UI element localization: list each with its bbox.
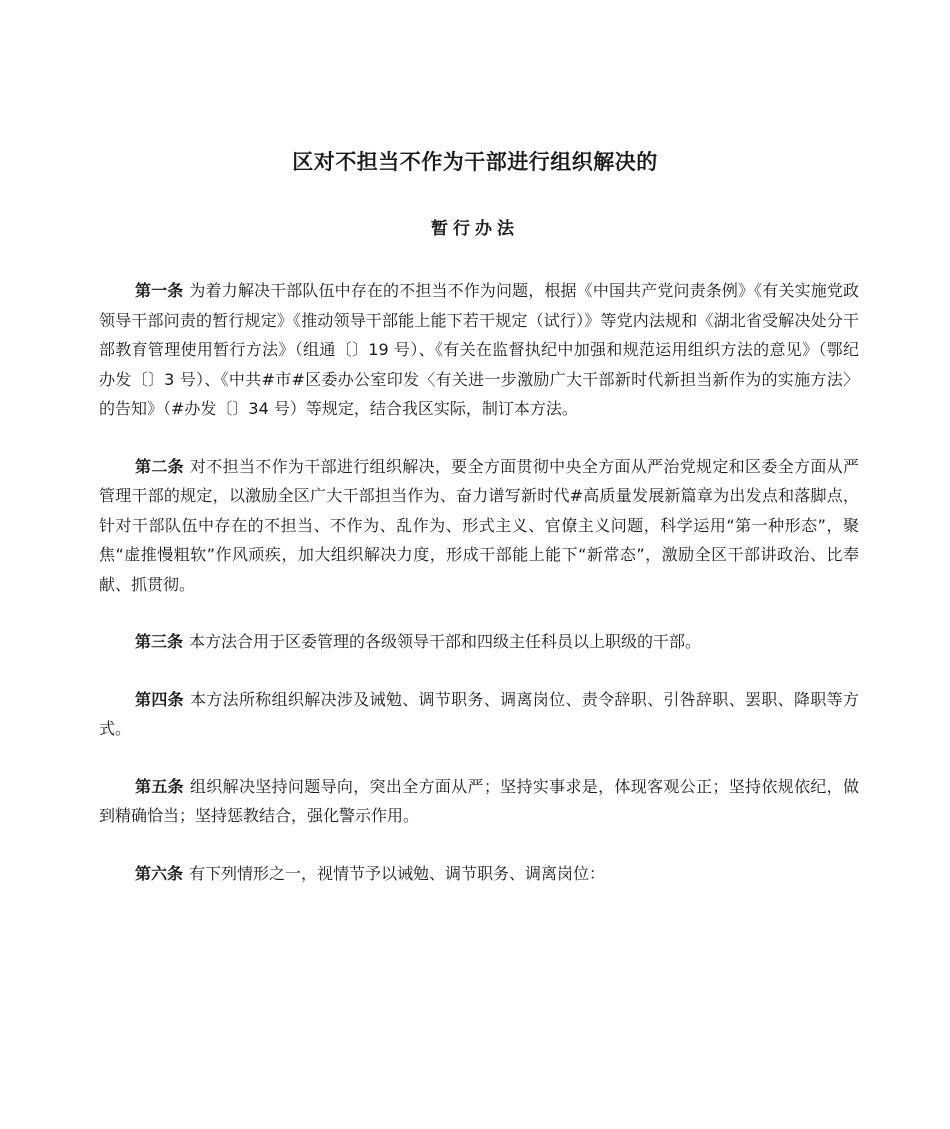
article-3: [99, 627, 859, 657]
article-6-text: 有下列情形之一，视情节予以诫勉、调节职务、调离岗位：: [189, 863, 606, 883]
article-4: [99, 685, 859, 744]
article-6-heading: 第六条: [135, 863, 184, 883]
document-subtitle: 暂行办法: [431, 219, 519, 239]
article-1-text: 为着力解决干部队伍中存在的不担当不作为问题，根据《中国共产党问责条例》《有关实施党政领导干部问责的暂行规定》《推动领导干部能上能下若干规定（试行）》等党内法规和《湖北省受解决处分干部教育管理使用暂行方法》（组通〔〕19 号）、《有关在监督执纪中加强和规范运用组织方法的意见》（鄂纪办发〔〕3 号）、《中共#市#区委办公室印发〈有关进一步激励广大干部新时代新担当新作为的实施方法〉的告知》（#办发〔〕34 号）等规定，结合我区实际，制订本方法。: [99, 281, 859, 418]
article-1: [99, 276, 859, 424]
article-6: [99, 859, 859, 889]
article-5-text: 组织解决坚持问题导向，突出全方面从严；坚持实事求是，体现客观公正；坚持依规依纪，做到精确恰当；坚持惩教结合，强化警示作用。: [99, 776, 859, 825]
article-2-text: 对不担当不作为干部进行组织解决，要全方面贯彻中央全方面从严治党规定和区委全方面从严管理干部的规定，以激励全区广大干部担当作为、奋力谱写新时代#高质量发展新篇章为出发点和落脚点，针对干部队伍中存在的不担当、不作为、乱作为、形式主义、官僚主义问题，科学运用“第一种形态”，聚焦“虚推慢粗软”作风顽疾，加大组织解决力度，形成干部能上能下“新常态”，激励全区干部讲政治、比奉献、抓贯彻。: [99, 456, 859, 594]
article-3-text: 本方法合用于区委管理的各级领导干部和四级主任科员以上职级的干部。: [189, 632, 702, 651]
article-4-heading: 第四条: [135, 689, 184, 709]
article-3-heading: 第三条: [135, 632, 184, 651]
article-4-text: 本方法所称组织解决涉及诫勉、调节职务、调离岗位、责令辞职、引咎辞职、罢职、降职等方式。: [99, 689, 859, 738]
article-5-heading: 第五条: [135, 776, 184, 796]
document-body: [99, 276, 859, 916]
article-2: [99, 452, 859, 600]
article-2-heading: 第二条: [135, 456, 184, 476]
document-title: 区对不担当不作为干部进行组织解决的: [292, 150, 658, 174]
article-1-heading: 第一条: [135, 281, 184, 300]
article-5: [99, 772, 859, 831]
